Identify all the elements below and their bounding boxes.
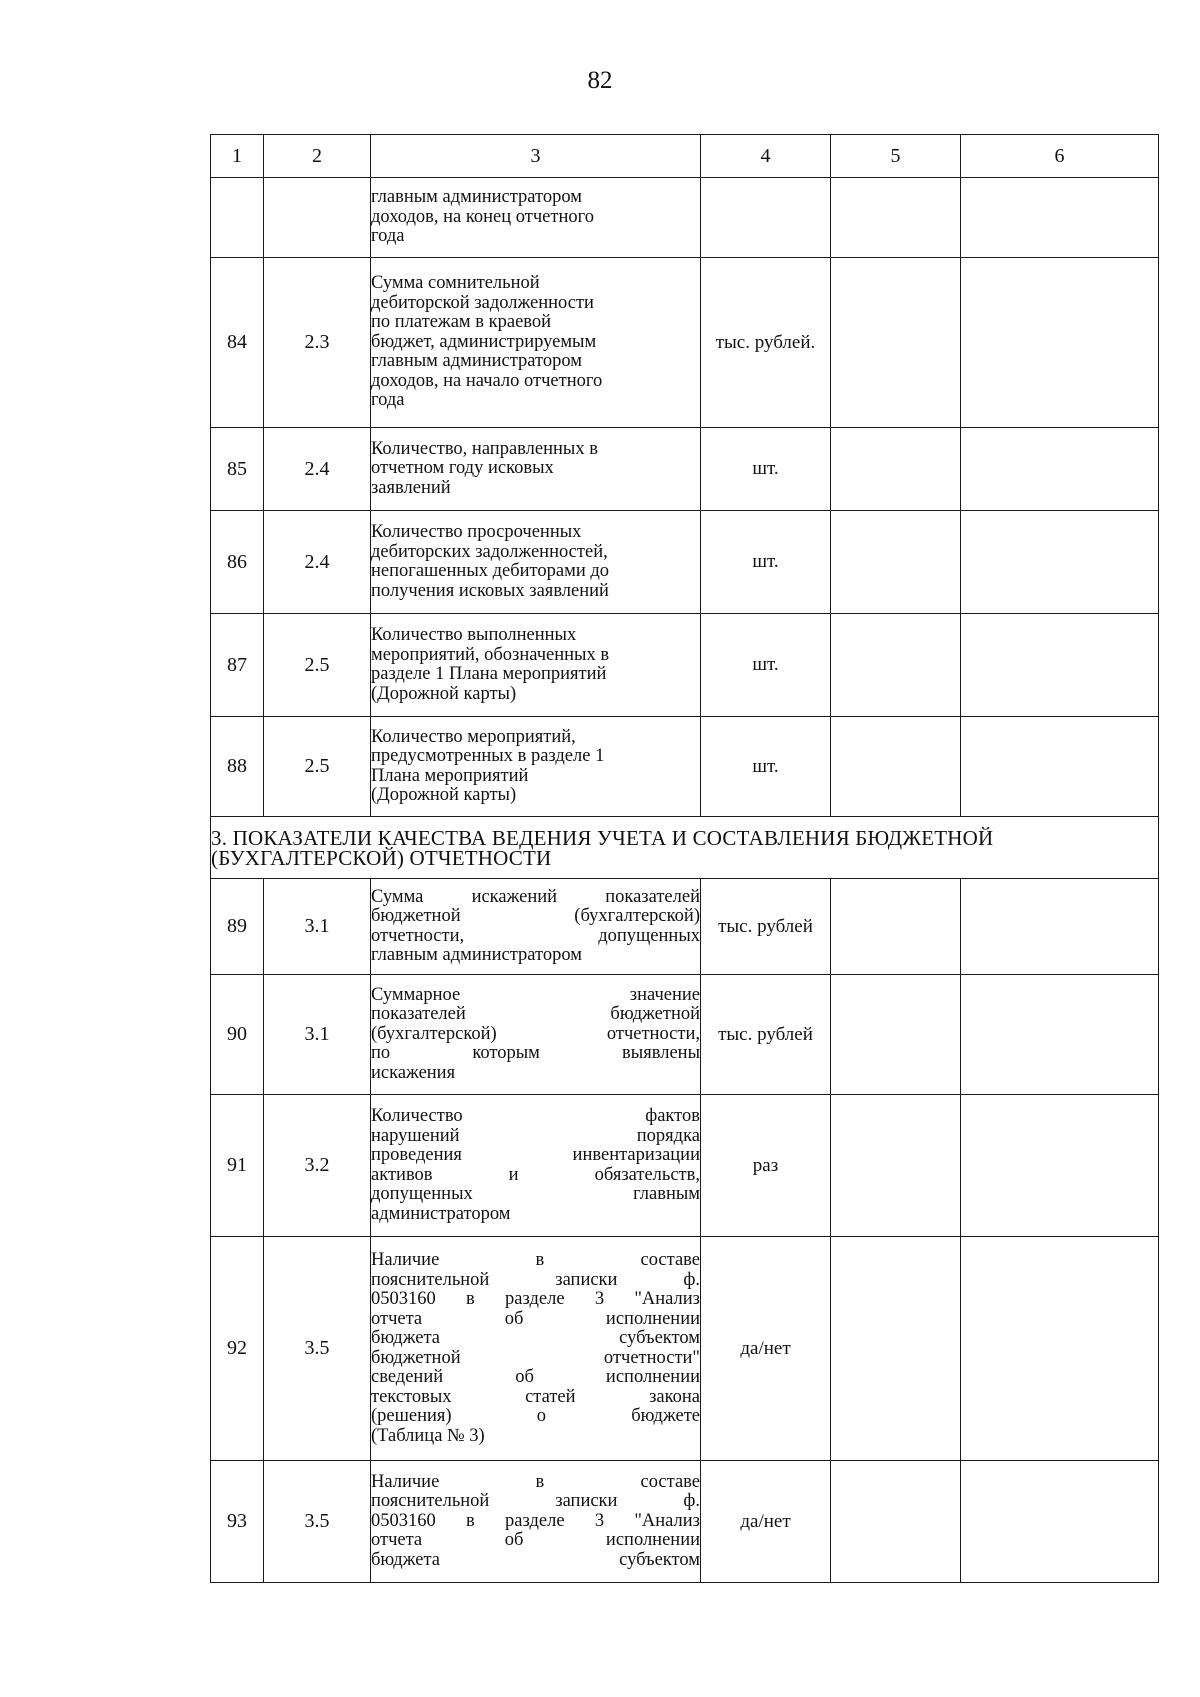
indicator-name-line: Количество мероприятий, — [371, 726, 576, 747]
indicator-name-line: мероприятий, обозначенных в — [371, 644, 610, 665]
table-header-row — [211, 135, 1159, 178]
row-number: 89 — [211, 879, 264, 975]
unit-of-measure: да/нет — [701, 1461, 831, 1583]
indicator-name-line: бюджетной отчетности" — [371, 1347, 700, 1368]
value-cell-6 — [961, 879, 1159, 975]
table-row — [211, 614, 1159, 717]
indicator-code: 2.4 — [264, 511, 371, 614]
unit-of-measure: тыс. рублей. — [701, 258, 831, 428]
indicator-name-line: искажения — [371, 1062, 456, 1083]
indicator-name-line: Суммарное значение — [371, 984, 700, 1005]
table-row — [211, 428, 1159, 511]
indicator-name-line: года — [371, 226, 405, 247]
indicator-name — [371, 975, 701, 1095]
unit-of-measure: шт. — [701, 614, 831, 717]
indicator-name-line: (Дорожной карты) — [371, 785, 517, 805]
indicator-code: 2.5 — [264, 614, 371, 717]
indicator-name-line: доходов, на конец отчетного — [371, 206, 595, 227]
value-cell-5 — [831, 1237, 961, 1461]
indicator-name-line: заявлений — [371, 477, 451, 498]
indicator-name-line: допущенных главным — [371, 1184, 700, 1204]
value-cell-6 — [961, 614, 1159, 717]
indicators-table — [210, 134, 1159, 1583]
unit-of-measure: шт. — [701, 428, 831, 511]
indicator-name-line: бюджетной (бухгалтерской) — [371, 906, 700, 926]
value-cell-6 — [961, 1237, 1159, 1461]
indicator-name-line: дебиторской задолженности — [371, 292, 594, 313]
column-header: 2 — [264, 135, 371, 178]
indicator-code: 3.2 — [264, 1095, 371, 1237]
indicator-name-line: Сумма искажений показателей — [371, 886, 700, 907]
indicator-name-line: 0503160 в разделе 3 "Анализ — [371, 1289, 700, 1309]
unit-of-measure: да/нет — [701, 1237, 831, 1461]
value-cell-6 — [961, 511, 1159, 614]
indicator-code: 3.5 — [264, 1461, 371, 1583]
indicator-name-line: бюджета субъектом — [371, 1549, 700, 1570]
indicator-name-line: отчета об исполнении — [371, 1530, 700, 1551]
unit-of-measure: шт. — [701, 511, 831, 614]
value-cell-6 — [961, 428, 1159, 511]
value-cell-5 — [831, 717, 961, 817]
indicator-name-line: Сумма сомнительной — [371, 273, 540, 294]
unit-of-measure: тыс. рублей — [701, 975, 831, 1095]
value-cell-6 — [961, 1461, 1159, 1583]
row-number: 86 — [211, 511, 264, 614]
indicator-name — [371, 1237, 701, 1461]
indicator-name — [371, 614, 701, 717]
indicator-name — [371, 1461, 701, 1583]
table-row — [211, 178, 1159, 258]
indicator-name-line: Наличие в составе — [371, 1250, 700, 1270]
value-cell-6 — [961, 717, 1159, 817]
indicator-code: 2.5 — [264, 717, 371, 817]
indicator-code: 3.1 — [264, 879, 371, 975]
section-title: 3. ПОКАЗАТЕЛИ КАЧЕСТВА ВЕДЕНИЯ УЧЕТА И СОСТАВЛЕНИЯ БЮДЖЕТНОЙ (БУХГАЛТЕРСКОЙ) ОТЧЕТНОСТИ — [211, 817, 1159, 879]
indicator-name-line: (Таблица № 3) — [371, 1425, 485, 1446]
indicator-name-line: по которым выявлены — [371, 1043, 700, 1064]
indicator-name-line: бюджет, администрируемым — [371, 331, 597, 352]
indicator-name-line: 0503160 в разделе 3 "Анализ — [371, 1510, 700, 1531]
unit-of-measure: тыс. рублей — [701, 879, 831, 975]
indicator-code: 2.4 — [264, 428, 371, 511]
indicator-name-line: активов и обязательств, — [371, 1164, 700, 1185]
column-header: 6 — [961, 135, 1159, 178]
indicator-name-line: получения исковых заявлений — [371, 580, 609, 601]
section-header-row — [211, 817, 1159, 879]
indicator-name-line: доходов, на начало отчетного — [371, 370, 603, 391]
indicator-name-line: Количество просроченных — [371, 522, 582, 542]
value-cell-5 — [831, 614, 961, 717]
value-cell-5 — [831, 428, 961, 511]
value-cell-5 — [831, 975, 961, 1095]
indicator-code: 2.3 — [264, 258, 371, 428]
row-number: 93 — [211, 1461, 264, 1583]
row-number: 91 — [211, 1095, 264, 1237]
column-header: 4 — [701, 135, 831, 178]
indicator-name-line: (бухгалтерской) отчетности, — [371, 1023, 700, 1044]
table-row — [211, 975, 1159, 1095]
indicator-name-line: пояснительной записки ф. — [371, 1269, 700, 1290]
value-cell-6 — [961, 1095, 1159, 1237]
table-row — [211, 1237, 1159, 1461]
table-row — [211, 1461, 1159, 1583]
indicator-code — [264, 178, 371, 258]
indicator-name-line: отчета об исполнении — [371, 1308, 700, 1329]
value-cell-5 — [831, 1095, 961, 1237]
column-header: 3 — [371, 135, 701, 178]
row-number: 84 — [211, 258, 264, 428]
column-header: 1 — [211, 135, 264, 178]
indicator-code: 3.5 — [264, 1237, 371, 1461]
indicator-name-line: Наличие в составе — [371, 1471, 700, 1492]
indicator-name-line: непогашенных дебиторами до — [371, 561, 610, 581]
indicator-name-line: Плана мероприятий — [371, 765, 529, 786]
indicator-name — [371, 428, 701, 511]
indicator-name-line: (Дорожной карты) — [371, 683, 517, 704]
value-cell-6 — [961, 178, 1159, 258]
value-cell-6 — [961, 975, 1159, 1095]
indicator-name-line: показателей бюджетной — [371, 1004, 700, 1025]
indicator-name-line: отчетном году исковых — [371, 458, 554, 479]
indicator-name-line: отчетности, допущенных — [371, 925, 700, 946]
table-row — [211, 717, 1159, 817]
indicator-name-line: главным администратором — [371, 351, 582, 372]
table-row — [211, 879, 1159, 975]
row-number: 90 — [211, 975, 264, 1095]
unit-of-measure — [701, 178, 831, 258]
indicator-name-line: текстовых статей закона — [371, 1386, 700, 1407]
value-cell-6 — [961, 258, 1159, 428]
indicator-name-line: по платежам в краевой — [371, 312, 552, 333]
indicator-name-line: проведения инвентаризации — [371, 1145, 700, 1165]
indicator-name-line: пояснительной записки ф. — [371, 1491, 700, 1512]
indicator-name-line: года — [371, 390, 405, 411]
indicator-name-line: администратором — [371, 1203, 511, 1224]
value-cell-5 — [831, 879, 961, 975]
table-row — [211, 1095, 1159, 1237]
row-number: 87 — [211, 614, 264, 717]
indicator-name — [371, 1095, 701, 1237]
indicator-name — [371, 717, 701, 817]
page-number: 82 — [587, 67, 613, 94]
column-header: 5 — [831, 135, 961, 178]
indicator-name-line: Количество выполненных — [371, 625, 577, 645]
indicator-name-line: Количество, направленных в — [371, 438, 598, 459]
table-row — [211, 511, 1159, 614]
indicator-name-line: главным администратором — [371, 187, 582, 208]
indicator-name — [371, 178, 701, 258]
indicator-name-line: Количество фактов — [371, 1106, 700, 1126]
value-cell-5 — [831, 178, 961, 258]
value-cell-5 — [831, 511, 961, 614]
indicator-name-line: нарушений порядка — [371, 1125, 700, 1146]
row-number: 88 — [211, 717, 264, 817]
indicator-name-line: предусмотренных в разделе 1 — [371, 746, 605, 766]
row-number — [211, 178, 264, 258]
row-number: 85 — [211, 428, 264, 511]
row-number: 92 — [211, 1237, 264, 1461]
indicator-name-line: (решения) о бюджете — [371, 1406, 700, 1426]
indicator-name-line: дебиторских задолженностей, — [371, 541, 608, 562]
value-cell-5 — [831, 1461, 961, 1583]
indicator-name-line: сведений об исполнении — [371, 1367, 700, 1387]
indicator-name — [371, 511, 701, 614]
value-cell-5 — [831, 258, 961, 428]
unit-of-measure: шт. — [701, 717, 831, 817]
table-row — [211, 258, 1159, 428]
unit-of-measure: раз — [701, 1095, 831, 1237]
indicator-name-line: главным администратором — [371, 945, 582, 965]
indicator-name — [371, 879, 701, 975]
indicator-name-line: бюджета субъектом — [371, 1328, 700, 1348]
indicator-name-line: разделе 1 Плана мероприятий — [371, 664, 607, 684]
indicator-name — [371, 258, 701, 428]
indicator-code: 3.1 — [264, 975, 371, 1095]
